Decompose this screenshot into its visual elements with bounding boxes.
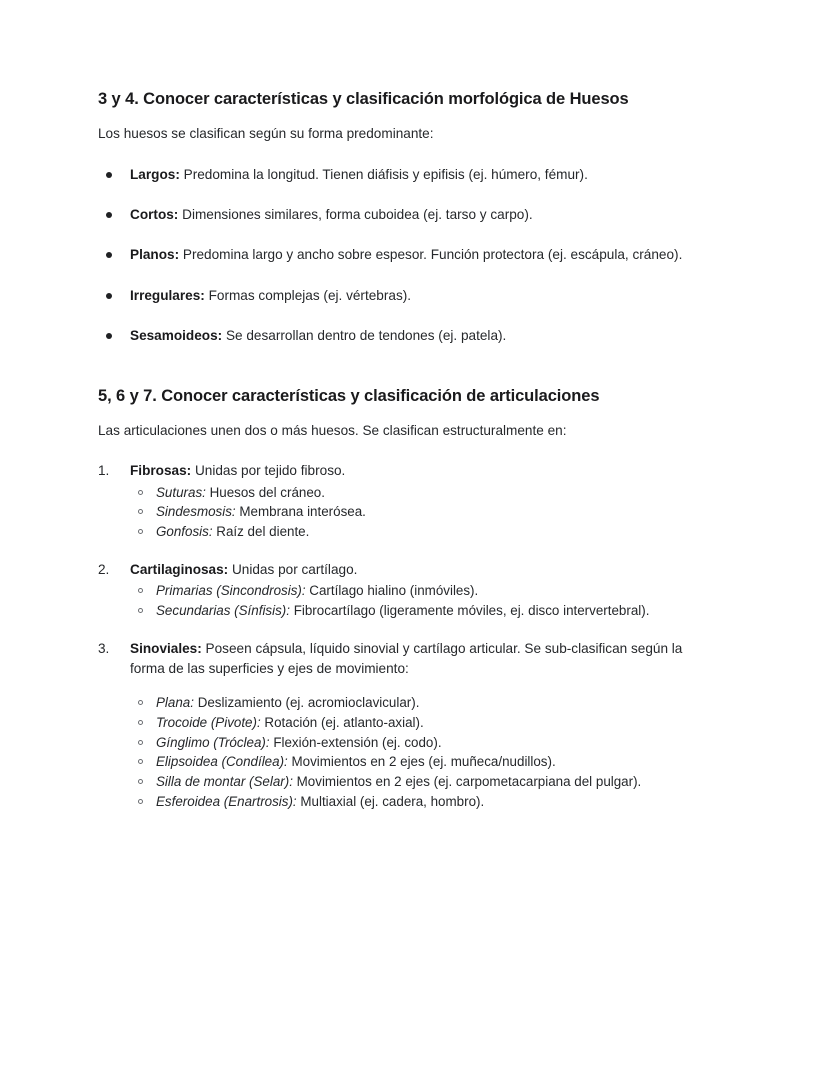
sublist-item-term: Gonfosis: [156,524,213,540]
list-item-number: 1. [98,463,110,479]
list-item [130,483,718,503]
document-body [98,88,718,812]
sublist-item-text: Movimientos en 2 ejes (ej. muñeca/nudillos). [287,754,556,770]
list-item [130,601,718,621]
list-item-term: Largos: [130,166,180,182]
sublist-item-text: Flexión-extensión (ej. codo). [269,734,442,750]
section-intro-joints: Las articulaciones unen dos o más huesos. Se clasifican estructuralmente en: [98,422,567,438]
list-item-number: 3. [98,640,110,656]
list-item-term: Cartilaginosas: [130,561,229,577]
sublist-item-text: Raíz del diente. [212,524,310,540]
sublist-item-term: Secundarias (Sínfisis): [156,602,290,618]
sublist-fibrosas [130,483,718,542]
sublist-item-term: Elipsoidea (Condílea): [156,754,288,770]
bullet-circle-icon [138,588,143,593]
page-title: 3 y 4. Conocer características y clasificación morfológica de Huesos [98,90,629,108]
list-item-term: Sesamoideos: [130,328,223,344]
list-item-text: Predomina la longitud. Tienen diáfisis y epifisis (ej. húmero, fémur). [179,166,588,182]
list-item-term: Cortos: [130,207,179,223]
bullet-circle-icon [138,529,143,534]
sublist-sinoviales [130,693,718,811]
bullet-circle-icon [138,608,143,613]
joint-classification-list [98,461,718,811]
bullet-circle-icon [138,490,143,495]
list-item [98,326,718,346]
sublist-item-text: Fibrocartílago (ligeramente móviles, ej. disco intervertebral). [289,602,650,618]
sublist-item-term: Sindesmosis: [156,504,236,520]
list-item [130,693,718,713]
sublist-item-text: Rotación (ej. atlanto-axial). [260,715,424,731]
list-item-number: 2. [98,561,110,577]
list-item [98,205,718,225]
sublist-item-term: Esferoidea (Enartrosis): [156,793,297,809]
sublist-item-text: Movimientos en 2 ejes (ej. carpometacarpiana del pulgar). [292,774,642,790]
bone-classification-list [98,165,718,347]
list-item [130,502,718,522]
sublist-item-term: Suturas: [156,484,206,500]
bullet-circle-icon [138,720,143,725]
bullet-circle-icon [138,740,143,745]
list-item [98,639,718,812]
list-item-term: Fibrosas: [130,463,192,479]
sublist-item-term: Silla de montar (Selar): [156,774,293,790]
list-item-text: Unidas por tejido fibroso. [191,463,346,479]
sublist-item-term: Trocoide (Pivote): [156,715,261,731]
sublist-item-text: Huesos del cráneo. [205,484,325,500]
list-item [130,752,718,772]
list-item-term: Sinoviales: [130,640,202,656]
sublist-item-term: Primarias (Sincondrosis): [156,583,306,599]
list-item-text: Poseen cápsula, líquido sinovial y cartílago articular. Se sub-clasifican según la forma de las superficies y ejes de movimiento: [130,640,683,676]
sublist-cartilaginosas [130,581,718,620]
section-heading-joints: 5, 6 y 7. Conocer características y clasificación de articulaciones [98,386,600,405]
list-item-text: Predomina largo y ancho sobre espesor. Función protectora (ej. escápula, cráneo). [179,247,683,263]
list-item [98,286,718,306]
list-item [130,581,718,601]
list-item [130,522,718,542]
bullet-dot-icon [106,293,112,299]
bullet-circle-icon [138,799,143,804]
sublist-item-text: Multiaxial (ej. cadera, hombro). [296,793,485,809]
bullet-circle-icon [138,509,143,514]
list-item-term: Planos: [130,247,180,263]
list-item-term: Irregulares: [130,287,205,303]
list-item [98,560,718,621]
bullet-dot-icon [106,172,112,178]
list-item-text: Unidas por cartílago. [228,561,358,577]
bullet-dot-icon [106,333,112,339]
bullet-circle-icon [138,779,143,784]
sublist-item-term: Gínglimo (Tróclea): [156,734,270,750]
list-item-text: Dimensiones similares, forma cuboidea (ej. tarso y carpo). [178,207,533,223]
list-item [98,165,718,185]
section-intro-bones: Los huesos se clasifican según su forma predominante: [98,126,434,142]
list-item-text: Formas complejas (ej. vértebras). [204,287,412,303]
sublist-item-text: Deslizamiento (ej. acromioclavicular). [193,695,420,711]
sublist-item-text: Cartílago hialino (inmóviles). [305,583,479,599]
list-item [130,713,718,733]
list-item-text: Se desarrollan dentro de tendones (ej. patela). [222,328,507,344]
list-item [130,772,718,792]
sublist-item-term: Plana: [156,695,194,711]
list-item [130,792,718,812]
bullet-dot-icon [106,252,112,258]
sublist-item-text: Membrana interósea. [235,504,366,520]
list-item [130,733,718,753]
list-item [98,461,718,542]
bullet-circle-icon [138,700,143,705]
list-item [98,245,718,265]
bullet-circle-icon [138,759,143,764]
bullet-dot-icon [106,212,112,218]
